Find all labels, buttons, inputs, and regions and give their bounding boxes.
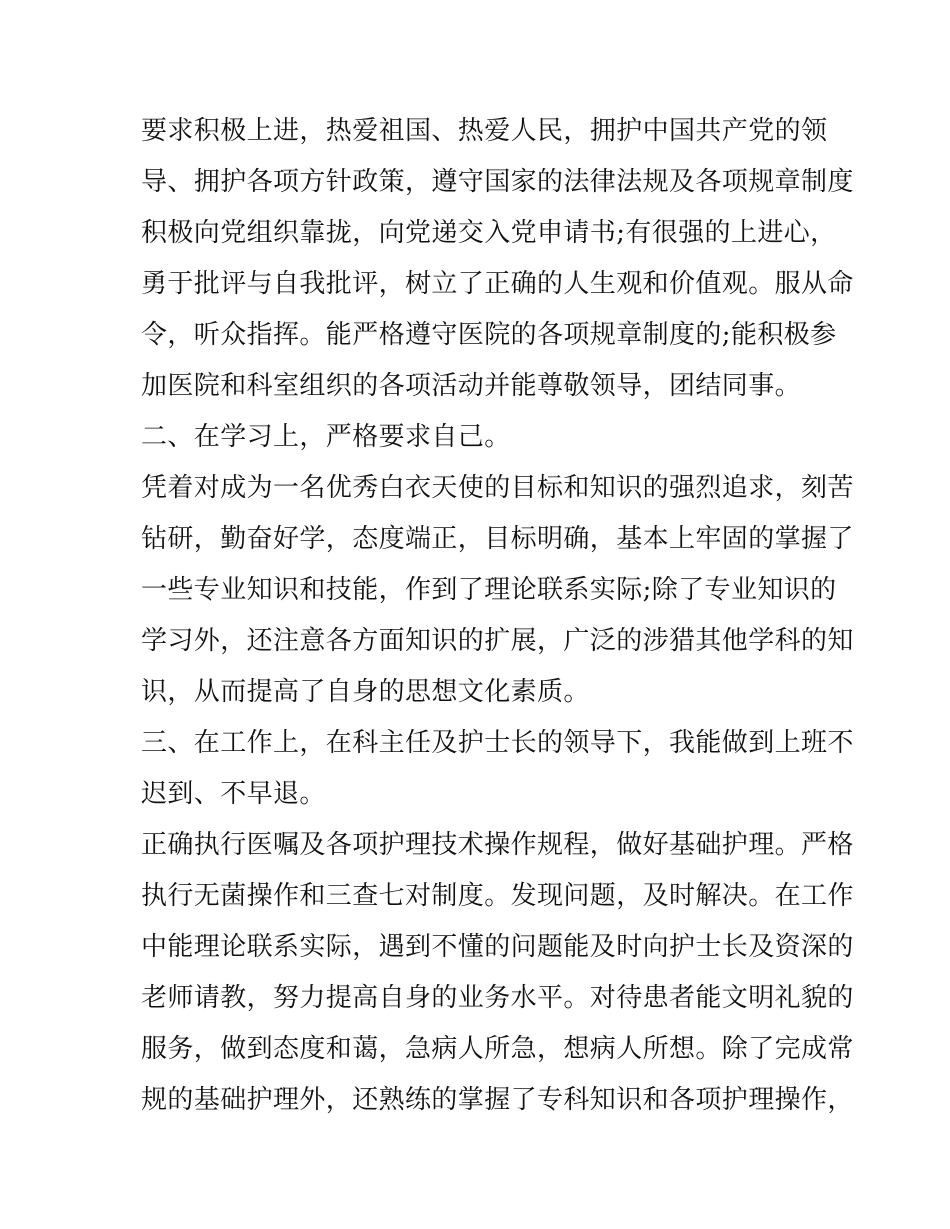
section-heading-work: 三、在工作上，在科主任及护士长的领导下，我能做到上班不: [141, 728, 854, 758]
text-line: 钻研，勤奋好学，态度端正，目标明确，基本上牢固的掌握了: [141, 524, 854, 554]
text-line: 服务，做到态度和蔼，急病人所急，想病人所想。除了完成常: [141, 1034, 854, 1064]
text-line: 规的基础护理外，还熟练的掌握了专科知识和各项护理操作，: [141, 1085, 854, 1115]
text-line: 正确执行医嘱及各项护理技术操作规程，做好基础护理。严格: [141, 830, 854, 860]
text-line: 学习外，还注意各方面知识的扩展，广泛的涉猎其他学科的知: [141, 626, 854, 656]
text-line: 迟到、不早退。: [141, 779, 326, 809]
text-line: 令，听众指挥。能严格遵守医院的各项规章制度的;能积极参: [141, 320, 837, 350]
text-line: 中能理论联系实际，遇到不懂的问题能及时向护士长及资深的: [141, 932, 854, 962]
text-line: 一些专业知识和技能，作到了理论联系实际;除了专业知识的: [141, 575, 837, 605]
text-line: 凭着对成为一名优秀白衣天使的目标和知识的强烈追求，刻苦: [141, 473, 854, 503]
text-line: 执行无菌操作和三查七对制度。发现问题，及时解决。在工作: [141, 881, 854, 911]
text-line: 识，从而提高了自身的思想文化素质。: [141, 677, 590, 707]
text-line: 老师请教，努力提高自身的业务水平。对待患者能文明礼貌的: [141, 983, 854, 1013]
text-line: 要求积极上进，热爱祖国、热爱人民，拥护中国共产党的领: [141, 116, 828, 146]
text-line: 勇于批评与自我批评，树立了正确的人生观和价值观。服从命: [141, 269, 854, 299]
section-heading-study: 二、在学习上，严格要求自己。: [141, 422, 511, 452]
document-body: [141, 112, 854, 1132]
text-line: 加医院和科室组织的各项活动并能尊敬领导，团结同事。: [141, 371, 802, 401]
text-line: 积极向党组织靠拢，向党递交入党申请书;有很强的上进心，: [141, 218, 837, 248]
text-line: 导、拥护各项方针政策，遵守国家的法律法规及各项规章制度: [141, 167, 854, 197]
